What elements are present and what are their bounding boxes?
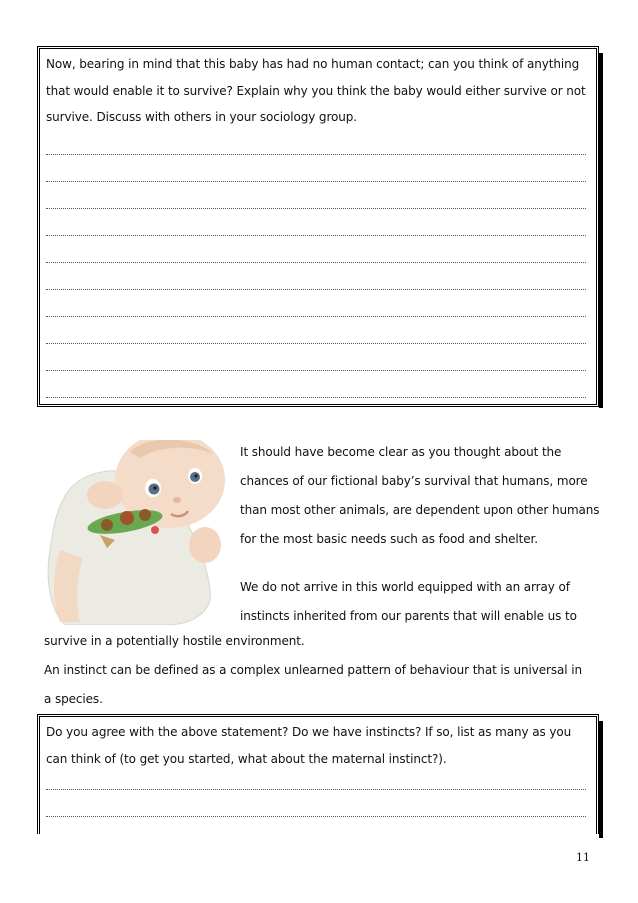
text-line: for the most basic needs such as food and shelter. (240, 532, 538, 546)
question-line-1: Do you agree with the above statement? Do we have instincts? If so, list as many as you (46, 725, 572, 739)
answer-line[interactable] (46, 182, 586, 209)
discussion-box-instincts (37, 714, 599, 834)
baby-photo (45, 440, 235, 625)
paragraph-instincts (240, 573, 577, 631)
answer-line[interactable] (46, 317, 586, 344)
page-number: 11 (576, 851, 590, 864)
answer-line[interactable] (46, 209, 586, 236)
question-line-1: Now, bearing in mind that this baby has had no human contact; can you think of anything (46, 57, 580, 71)
text-line: instincts inherited from our parents that will enable us to (240, 609, 577, 623)
text-line: a species. (44, 692, 103, 706)
text-line: than most other animals, are dependent upon other humans (240, 503, 600, 517)
question-line-3: survive. Discuss with others in your sociology group. (46, 110, 357, 124)
answer-line[interactable] (46, 236, 586, 263)
question-line-2: that would enable it to survive? Explain why you think the baby would either survive or not (46, 83, 586, 98)
answer-line[interactable] (46, 371, 586, 398)
answer-line[interactable] (46, 790, 586, 817)
text-line: survive in a potentially hostile environment. (44, 634, 305, 648)
answer-line[interactable] (46, 772, 586, 790)
paragraph-instincts-continued (44, 627, 582, 714)
text-line: We do not arrive in this world equipped with an array of (240, 580, 570, 594)
text-line: An instinct can be defined as a complex unlearned pattern of behaviour that is universal in (44, 663, 582, 677)
question-line-2: can think of (to get you started, what about the maternal instinct?). (46, 751, 447, 766)
paragraph-dependence (240, 438, 599, 554)
answer-line[interactable] (46, 344, 586, 371)
answer-line[interactable] (46, 290, 586, 317)
text-line: chances of our fictional baby’s survival that humans, more (240, 474, 588, 488)
discussion-box-survival (37, 46, 599, 407)
text-line: It should have become clear as you thought about the (240, 445, 562, 459)
answer-line[interactable] (46, 263, 586, 290)
answer-line[interactable] (46, 155, 586, 182)
answer-lines[interactable] (40, 772, 596, 817)
answer-line[interactable] (46, 131, 586, 155)
answer-lines[interactable] (40, 131, 596, 398)
